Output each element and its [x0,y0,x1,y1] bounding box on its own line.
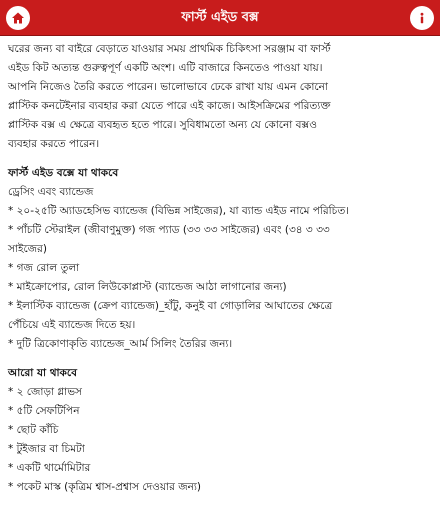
article-content [0,36,440,512]
intro-line: প্লাস্টিক বক্স এ ক্ষেত্রে ব্যবহৃত হতে পারে। সুবিধামতো অন্য যে কোনো বক্সও [8,119,317,131]
info-button[interactable] [410,6,434,30]
list-item: * ছোট কাঁচি [8,424,59,436]
list-item: * ৫টি সেফটিপিন [8,405,80,417]
intro-paragraph [8,40,434,154]
home-icon [11,11,25,25]
app-header [0,0,440,36]
list-item: * ২ জোড়া গ্লাভস [8,386,82,398]
list-item: * দুটি ত্রিকোণাকৃতি ব্যান্ডেজ_আর্ম সিলিং তৈরির জন্য। [8,338,233,350]
list-item: * একটি থার্মোমিটার [8,462,91,474]
info-icon [415,11,429,25]
list-item: পেঁচিয়ে এই ব্যান্ডেজ দিতে হয়। [8,319,136,331]
list-item: * পাঁচটি স্টেরাইল (জীবাণুমুক্ত) গজ প্যাড (৩৩ ৩৩ সাইজের) এবং (৩৪ ৩ ৩৩ [8,224,330,236]
list-item: * পকেট মাস্ক (কৃত্রিম শ্বাস-প্রশ্বাস দেওয়ার জন্য) [8,481,202,493]
list-item: * গজ রোল তুলা [8,262,80,274]
list-item: ড্রেসিং এবং ব্যান্ডেজ [8,186,94,198]
home-button[interactable] [6,6,30,30]
intro-line: ব্যবহার করতে পারেন। [8,138,100,150]
section-title-firstaid-items: ফার্স্ট এইড বক্সে যা থাকবে [8,167,119,179]
list-item: * ২০-২৫টি অ্যাডহেসিভ ব্যান্ডেজ (বিভিন্ন সাইজের), যা ব্যান্ড এইড নামে পরিচিত। [8,205,349,217]
intro-line: প্লাস্টিক কনটেইনার ব্যবহার করা যেতে পারে এই কাজে। আইসক্রিমের পরিত্যক্ত [8,100,331,112]
section-title-extra-items: আরো যা থাকবে [8,367,77,379]
list-item: * টুইজার বা চিমটা [8,443,85,455]
intro-line: এইড কিট অত্যন্ত গুরুত্বপূর্ণ একটি অংশ। এটি বাজারে কিনতেও পাওয়া যায়। [8,62,323,74]
intro-line: আপনি নিজেও তৈরি করতে পারেন। ভালোভাবে ঢেকে রাখা যায় এমন কোনো [8,81,328,93]
list-item: সাইজের) [8,243,47,255]
intro-line: ঘরের জন্য বা বাইরে বেড়াতে যাওয়ার সময় প্রাথমিক চিকিৎসা সরঞ্জাম বা ফার্স্ট [8,43,331,55]
page-title: ফার্স্ট এইড বক্স [181,10,259,25]
list-item: * মাইক্রোপোর, রোল লিউকোপ্লাস্ট (ব্যান্ডেজ আঠা লাগানোর জন্য) [8,281,287,293]
list-item: * ইলাস্টিক ব্যান্ডেজ (ক্রেপ ব্যান্ডেজ)_হাঁটু, কনুই বা গোড়ালির আঘাতের ক্ষেত্রে [8,300,333,312]
